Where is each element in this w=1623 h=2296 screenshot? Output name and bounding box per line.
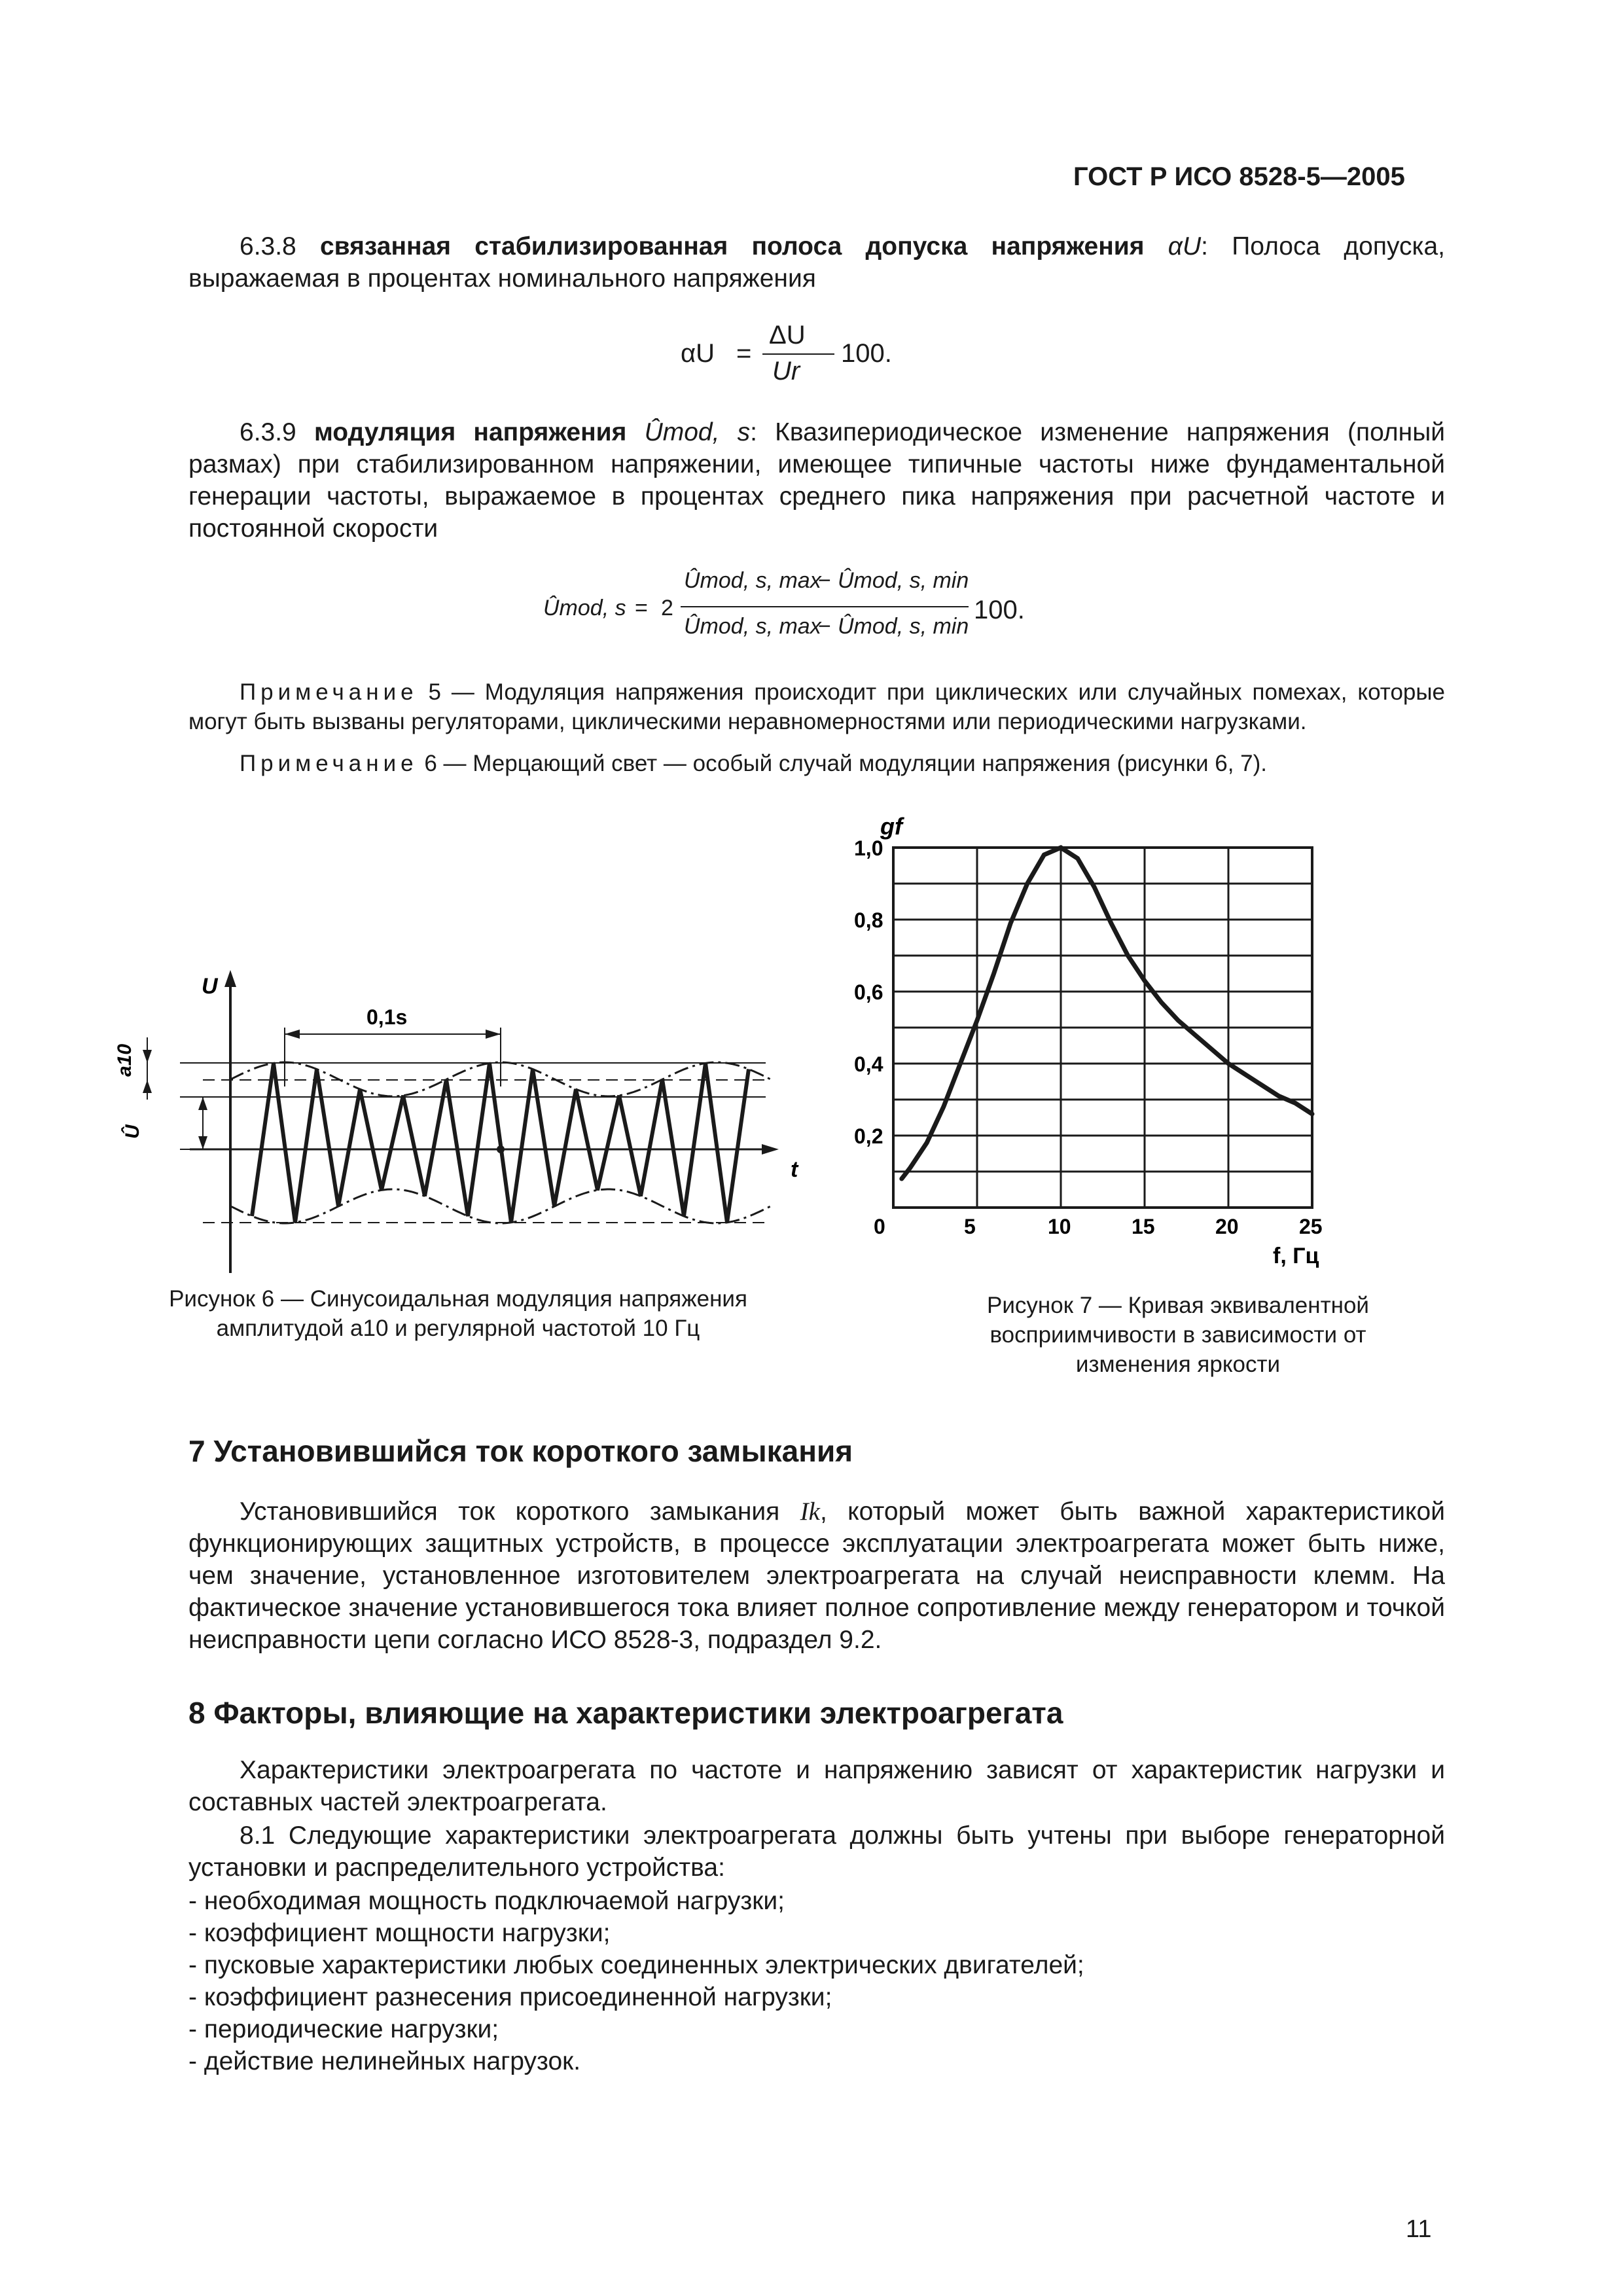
formula-numerator: ΔU bbox=[769, 321, 806, 350]
caption-line: восприимчивости в зависимости от bbox=[990, 1322, 1366, 1348]
chart-y-label: gf bbox=[880, 813, 902, 840]
note-label: Примечание bbox=[240, 679, 418, 705]
list-item: - действие нелинейных нагрузок. bbox=[188, 2047, 581, 2075]
term: модуляция напряжения bbox=[313, 418, 627, 446]
clause-6-3-8: 6.3.8 связанная стабилизированная полоса допуска напряжения αU: Полоса допуска, выражаемая в процентах номинального напряжения bbox=[188, 232, 1445, 293]
note-text: — Мерцающий свет — особый случай модуляции напряжения (рисунки 6, 7). bbox=[443, 751, 1268, 776]
chart-y-tick: 0,8 bbox=[854, 908, 883, 932]
note-number: 6 bbox=[424, 751, 437, 776]
term: связанная стабилизированная полоса допуска напряжения bbox=[319, 232, 1145, 260]
caption-line: Рисунок 7 — Кривая эквивалентной bbox=[987, 1293, 1369, 1318]
num-max: Ûmod, s, max bbox=[684, 568, 821, 593]
chart-y-tick: 0,2 bbox=[854, 1124, 883, 1148]
chart-x-tick: 0 bbox=[874, 1215, 885, 1238]
section-8-heading: 8 Факторы, влияющие на характеристики электроагрегата bbox=[188, 1696, 1063, 1730]
note-5 bbox=[188, 677, 1445, 736]
note-text: — Модуляция напряжения происходит при циклических или случайных помехах, которые могут быть вызваны регуляторами, циклическими неравномерностями или периодическими нагрузками. bbox=[188, 679, 1446, 734]
formula-modulation: Ûmod, s = 2 Ûmod, s, max − Ûmod, s, min Ûmod, s, max − Ûmod, s, min 100. bbox=[543, 568, 1025, 639]
symbol: Ûmod, s bbox=[644, 418, 751, 446]
list-item: - коэффициент разнесения присоединенной нагрузки; bbox=[188, 1983, 832, 2011]
chart-x-tick: 5 bbox=[964, 1215, 976, 1238]
definition: Полоса допуска, выражаемая в процентах номинального напряжения bbox=[188, 232, 1445, 293]
chart-y-tick: 0,6 bbox=[854, 980, 883, 1004]
chart-x-label: f, Гц bbox=[1273, 1244, 1319, 1268]
note-number: 5 bbox=[428, 679, 441, 705]
note-label: Примечание bbox=[240, 751, 418, 776]
symbol: αU bbox=[1168, 232, 1202, 260]
formula-lhs: Ûmod, s bbox=[543, 596, 626, 620]
den-min: Ûmod, s, min bbox=[838, 614, 969, 639]
note-6 bbox=[188, 749, 1445, 778]
chart-x-tick: 25 bbox=[1299, 1215, 1323, 1238]
document-header: ГОСТ Р ИСО 8528-5—2005 bbox=[1073, 162, 1405, 191]
formula-factor: 100. bbox=[841, 339, 892, 368]
symbol-ik: Ik bbox=[800, 1498, 820, 1526]
page-number: 11 bbox=[1406, 2215, 1432, 2243]
caption-line: изменения яркости bbox=[1075, 1352, 1281, 1377]
chart-x-tick: 15 bbox=[1132, 1215, 1155, 1238]
list-item: - пусковые характеристики любых соединенных электрических двигателей; bbox=[188, 1951, 1084, 1979]
amp-label: a10 bbox=[114, 1043, 135, 1077]
peak-label: Û bbox=[122, 1124, 143, 1139]
caption-line: Рисунок 6 — Синусоидальная модуляция напряжения bbox=[169, 1286, 747, 1312]
figure-7-chart bbox=[854, 802, 1479, 1286]
chart-x-tick: 10 bbox=[1048, 1215, 1071, 1238]
y-axis-label: U bbox=[202, 974, 218, 999]
clause-number: 6.3.9 bbox=[240, 418, 296, 446]
formula-denominator: Ur bbox=[772, 357, 800, 386]
section-7-heading: 7 Установившийся ток короткого замыкания bbox=[188, 1434, 853, 1468]
clause-6-3-9: 6.3.9 модуляция напряжения Ûmod, s: Квазипериодическое изменение напряжения (полный размах) при стабилизированном напряжении, имеющее типичные частоты ниже фундаментальной генерации частоты, выражаемое в процентах среднего пика напряжения при расчетной частоте и постоянной скорости bbox=[188, 418, 1446, 543]
list-item: - коэффициент мощности нагрузки; bbox=[188, 1919, 611, 1947]
chart-x-tick: 20 bbox=[1215, 1215, 1239, 1238]
formula-alpha-u: αU = ΔU Ur 100. bbox=[681, 321, 892, 386]
period-label: 0,1s bbox=[366, 1005, 408, 1029]
x-axis-label: t bbox=[791, 1157, 798, 1182]
den-max: Ûmod, s, max bbox=[684, 614, 821, 639]
clause-number: 6.3.8 bbox=[240, 232, 296, 260]
clause-8-1: 8.1 Следующие характеристики электроагрегата должны быть учтены при выборе генераторной установки и распределительного устройства: bbox=[188, 1821, 1445, 1882]
figure-6-caption bbox=[131, 1284, 785, 1343]
section-7-paragraph bbox=[188, 1496, 1445, 1656]
formula-factor: 100. bbox=[974, 596, 1025, 624]
chart-series-line bbox=[902, 848, 1312, 1179]
text: Установившийся ток короткого замыкания bbox=[240, 1498, 780, 1526]
list-item: - периодические нагрузки; bbox=[188, 2015, 499, 2043]
figure-7-caption bbox=[916, 1291, 1440, 1379]
definition: Квазипериодическое изменение напряжения (полный размах) при стабилизированном напряжении, имеющее типичные частоты ниже фундаментальной генерации частоты, выражаемое в процентах среднего пика напряжения при расчетной частоте и постоянной скорости bbox=[188, 418, 1446, 543]
formula-lhs: αU bbox=[681, 339, 715, 368]
chart-y-tick: 0,4 bbox=[854, 1052, 883, 1076]
caption-line: амплитудой a10 и регулярной частотой 10 Гц bbox=[216, 1316, 700, 1341]
chart-y-tick: 1,0 bbox=[854, 836, 883, 860]
num-min: Ûmod, s, min bbox=[838, 568, 969, 593]
figure-6-diagram bbox=[114, 969, 812, 1283]
text: , который может быть важной характеристикой функционирующих защитных устройств, в процессе эксплуатации электроагрегата может быть ниже, чем значение, установленное изготовителем электроагрегата на случай неисправности клемм. На фактическое значение установившегося тока влияет полное сопротивление между генератором и точкой неисправности цепи согласно ИСО 8528-3, подраздел 9.2. bbox=[188, 1498, 1445, 1654]
formula-coef: 2 bbox=[661, 596, 673, 620]
list-item: - необходимая мощность подключаемой нагрузки; bbox=[188, 1887, 785, 1915]
section-8-paragraph: Характеристики электроагрегата по частоте и напряжению зависят от характеристик нагрузки и составных частей электроагрегата. bbox=[188, 1756, 1445, 1816]
